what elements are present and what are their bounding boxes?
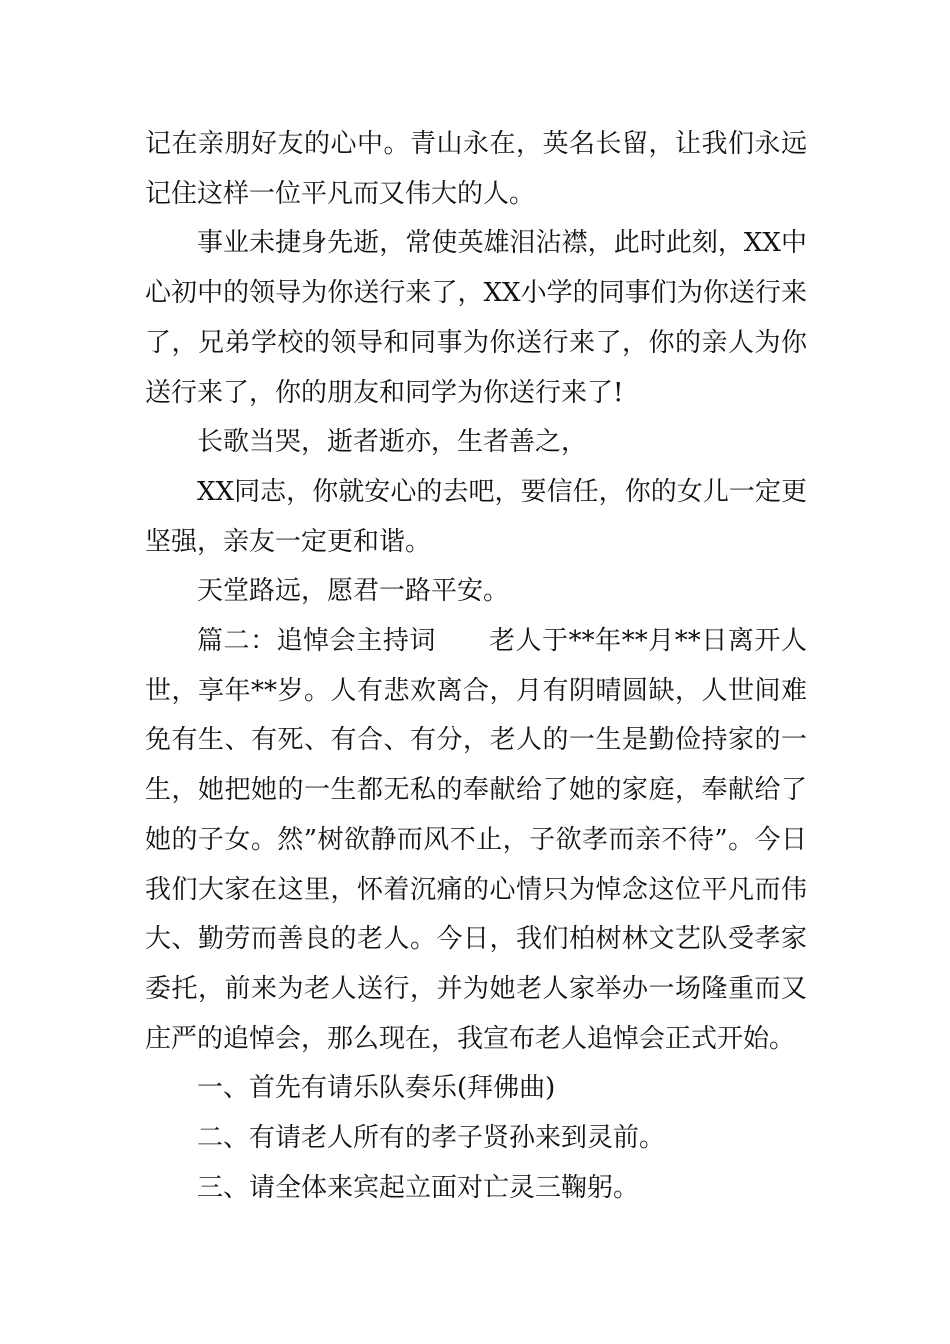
paragraph-6: 篇二：追悼会主持词 老人于**年**月**日离开人世，享年**岁。人有悲欢离合，月有阴晴圆缺，人世间难免有生、有死、有合、有分，老人的一生是勤俭持家的一生，她把她的一生都无私的奉献给了她的家庭，奉献给了她的子女。然”树欲静而风不止，子欲孝而亲不待”。今日我们大家在这里，怀着沉痛的心情只为悼念这位平凡而伟大、勤劳而善良的老人。今日，我们柏树林文艺队受孝家委托，前来为老人送行，并为她老人家举办一场隆重而又庄严的追悼会，那么现在，我宣布老人追悼会正式开始。 xyxy=(145,626,807,1054)
list-item-1: 一、首先有请乐队奏乐(拜佛曲) xyxy=(197,1073,556,1104)
paragraph-1: 记在亲朋好友的心中。青山永在，英名长留，让我们永远记住这样一位平凡而又伟大的人。 xyxy=(145,129,807,209)
paragraph-2: 事业未捷身先逝，常使英雄泪沾襟，此时此刻，XX中心初中的领导为你送行来了，XX小学的同事们为你送行来了，兄弟学校的领导和同事为你送行来了，你的亲人为你送行来了，你的朋友和同学为你送行来了! xyxy=(145,228,807,408)
document-page xyxy=(145,120,807,1213)
list-item-2: 二、有请老人所有的孝子贤孙来到灵前。 xyxy=(197,1123,666,1154)
paragraph-4: XX同志，你就安心的去吧，要信任，你的女儿一定更坚强，亲友一定更和谐。 xyxy=(145,476,807,557)
list-item-3: 三、请全体来宾起立面对亡灵三鞠躬。 xyxy=(197,1172,640,1203)
paragraph-3: 长歌当哭，逝者逝亦，生者善之， xyxy=(197,427,588,458)
paragraph-5: 天堂路远，愿君一路平安。 xyxy=(197,576,510,607)
